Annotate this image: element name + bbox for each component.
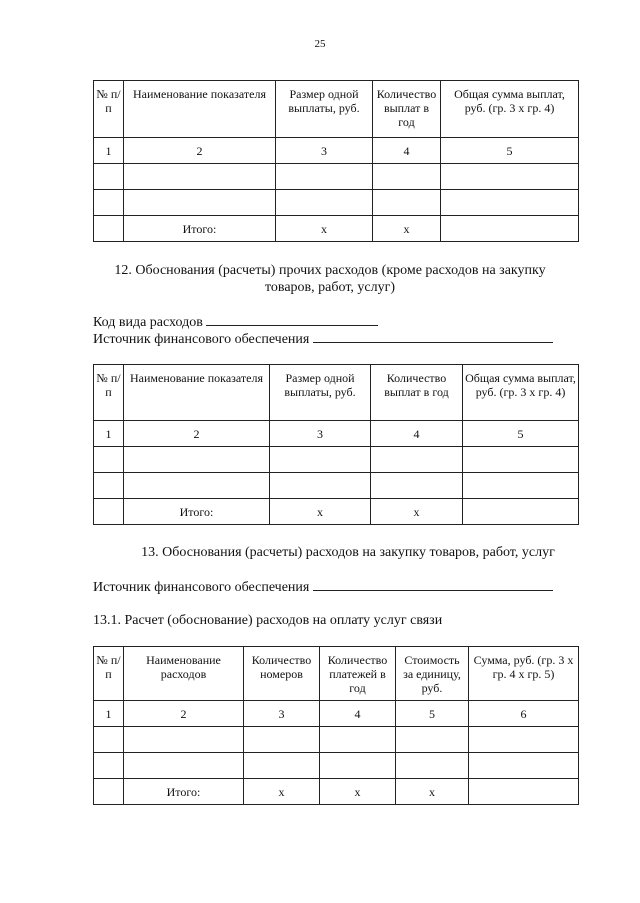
total-row: [94, 216, 579, 242]
total-cell: х: [371, 499, 463, 525]
total-cell: [441, 216, 579, 242]
empty-row: [94, 447, 579, 473]
table-cell[interactable]: [441, 164, 579, 190]
table-cell[interactable]: [124, 727, 244, 753]
table-cell[interactable]: [124, 447, 270, 473]
expense-code-line: [93, 313, 378, 331]
table-cell[interactable]: [270, 447, 371, 473]
funding-source-label: Источник финансового обеспечения: [93, 332, 310, 347]
column-number: 2: [124, 701, 244, 727]
column-number-row: [94, 138, 579, 164]
header-indicator-name: Наименование показателя: [124, 81, 276, 138]
total-cell: х: [244, 779, 320, 805]
total-row: [94, 779, 579, 805]
table-cell[interactable]: [94, 727, 124, 753]
table-cell[interactable]: [94, 164, 124, 190]
column-number: 4: [371, 421, 463, 447]
header-indicator-name: Наименование показателя: [124, 365, 270, 421]
empty-row: [94, 753, 579, 779]
payments-table-2: [93, 364, 579, 525]
table-header-row: [94, 81, 579, 138]
total-cell: [463, 499, 579, 525]
page-number: 25: [314, 38, 326, 50]
empty-row: [94, 727, 579, 753]
total-row: [94, 499, 579, 525]
section-12-heading-line2: товаров, работ, услуг): [264, 280, 395, 295]
section-13-1-heading: 13.1. Расчет (обоснование) расходов на оплату услуг связи: [93, 613, 443, 628]
column-number: 1: [94, 701, 124, 727]
table-cell[interactable]: [94, 447, 124, 473]
table-cell[interactable]: [371, 473, 463, 499]
communication-services-table: [93, 646, 579, 805]
table-cell[interactable]: [94, 190, 124, 216]
section-13-heading: 13. Обоснования (расчеты) расходов на закупку товаров, работ, услуг: [141, 545, 555, 560]
total-cell: х: [373, 216, 441, 242]
table-cell[interactable]: [396, 753, 469, 779]
funding-source-line: [93, 330, 553, 348]
total-cell: х: [276, 216, 373, 242]
header-payment-size: Размер одной выплаты, руб.: [270, 365, 371, 421]
table-cell[interactable]: [94, 473, 124, 499]
table-cell[interactable]: [124, 164, 276, 190]
column-number: 2: [124, 138, 276, 164]
header-payments-per-year: Количество платежей в год: [320, 647, 396, 701]
table-header-row: [94, 647, 579, 701]
table-cell[interactable]: [320, 753, 396, 779]
table-cell[interactable]: [373, 190, 441, 216]
column-number: 4: [373, 138, 441, 164]
expense-code-label: Код вида расходов: [93, 315, 203, 330]
section-12-heading: [60, 262, 600, 296]
table-cell[interactable]: [469, 727, 579, 753]
table-cell[interactable]: [124, 473, 270, 499]
expense-code-field[interactable]: [206, 313, 378, 326]
total-cell: х: [270, 499, 371, 525]
column-number: 5: [441, 138, 579, 164]
total-cell: х: [320, 779, 396, 805]
table-cell[interactable]: [463, 447, 579, 473]
header-numbers-count: Количество номеров: [244, 647, 320, 701]
table-cell[interactable]: [270, 473, 371, 499]
table-cell[interactable]: [244, 727, 320, 753]
funding-source-field[interactable]: [313, 578, 553, 591]
header-row-number: № п/п: [94, 647, 124, 701]
total-cell: [469, 779, 579, 805]
table-cell[interactable]: [124, 190, 276, 216]
column-number: 5: [396, 701, 469, 727]
table-cell[interactable]: [320, 727, 396, 753]
column-number-row: [94, 421, 579, 447]
total-cell: [94, 779, 124, 805]
header-unit-cost: Стоимость за единицу, руб.: [396, 647, 469, 701]
header-total-sum: Общая сумма выплат, руб. (гр. 3 х гр. 4): [463, 365, 579, 421]
empty-row: [94, 473, 579, 499]
table-cell[interactable]: [276, 190, 373, 216]
column-number: 4: [320, 701, 396, 727]
column-number-row: [94, 701, 579, 727]
column-number: 3: [244, 701, 320, 727]
column-number: 3: [276, 138, 373, 164]
table-cell[interactable]: [244, 753, 320, 779]
header-payment-size: Размер одной выплаты, руб.: [276, 81, 373, 138]
column-number: 6: [469, 701, 579, 727]
funding-source-line-13: [93, 578, 553, 596]
column-number: 3: [270, 421, 371, 447]
total-label: Итого:: [124, 499, 270, 525]
header-payments-per-year: Количество выплат в год: [373, 81, 441, 138]
header-total-sum: Общая сумма выплат, руб. (гр. 3 х гр. 4): [441, 81, 579, 138]
total-label: Итого:: [124, 779, 244, 805]
header-row-number: № п/п: [94, 365, 124, 421]
column-number: 1: [94, 421, 124, 447]
table-cell[interactable]: [396, 727, 469, 753]
empty-row: [94, 190, 579, 216]
table-cell[interactable]: [441, 190, 579, 216]
header-total-sum: Сумма, руб. (гр. 3 х гр. 4 х гр. 5): [469, 647, 579, 701]
total-label: Итого:: [124, 216, 276, 242]
total-cell: [94, 499, 124, 525]
header-row-number: № п/п: [94, 81, 124, 138]
header-payments-per-year: Количество выплат в год: [371, 365, 463, 421]
column-number: 5: [463, 421, 579, 447]
funding-source-field[interactable]: [313, 330, 553, 343]
section-12-heading-line1: 12. Обоснования (расчеты) прочих расходов (кроме расходов на закупку: [114, 263, 546, 278]
funding-source-label: Источник финансового обеспечения: [93, 580, 310, 595]
table-cell[interactable]: [276, 164, 373, 190]
total-cell: х: [396, 779, 469, 805]
column-number: 2: [124, 421, 270, 447]
table-cell[interactable]: [463, 473, 579, 499]
table-cell[interactable]: [371, 447, 463, 473]
table-cell[interactable]: [94, 753, 124, 779]
header-expense-name: Наименование расходов: [124, 647, 244, 701]
table-cell[interactable]: [469, 753, 579, 779]
total-cell: [94, 216, 124, 242]
table-cell[interactable]: [373, 164, 441, 190]
column-number: 1: [94, 138, 124, 164]
empty-row: [94, 164, 579, 190]
table-cell[interactable]: [124, 753, 244, 779]
table-header-row: [94, 365, 579, 421]
payments-table-1: [93, 80, 579, 242]
